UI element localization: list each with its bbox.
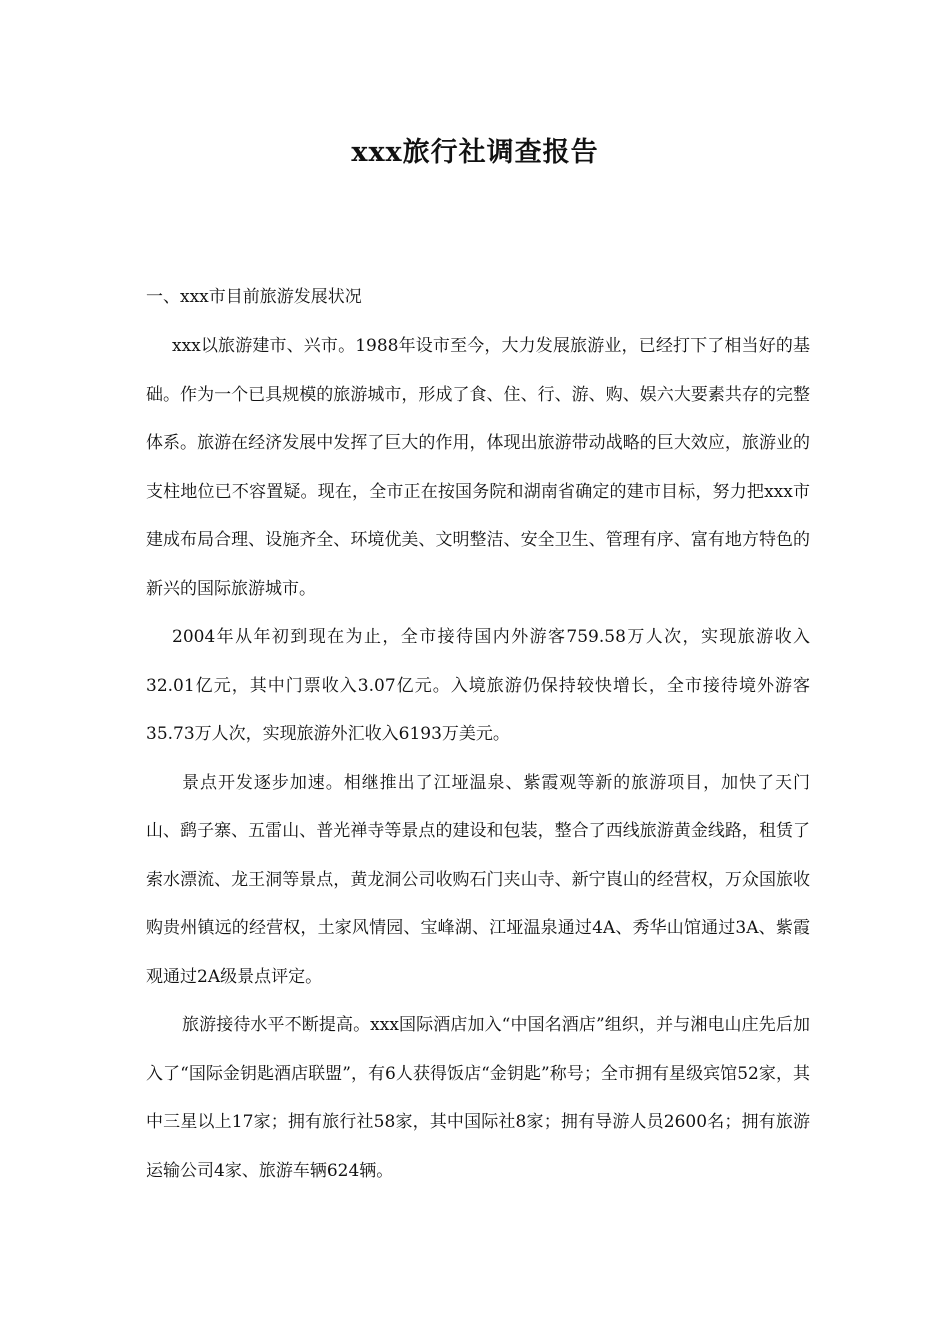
paragraph-reception-capacity: 旅游接待水平不断提高。xxx国际酒店加入“中国名酒店”组织，并与湘电山庄先后加入了“国际金钥匙酒店联盟”，有6人获得饭店“金钥匙”称号；全市拥有星级宾馆52家，其中三星以上17家；拥有旅行社58家，其中国际社8家；拥有导游人员2600名；拥有旅游运输公司4家、旅游车辆624辆。 — [146, 1015, 810, 1181]
section-heading: 一、xxx市目前旅游发展状况 — [146, 287, 362, 307]
document-body — [146, 282, 810, 1195]
document-title: xxx旅行社调查报告 — [351, 137, 599, 168]
paragraph-scenic-development: 景点开发逐步加速。相继推出了江垭温泉、紫霞观等新的旅游项目，加快了天门山、鹞子寨、五雷山、普光禅寺等景点的建设和包装，整合了西线旅游黄金线路，租赁了索水漂流、龙王洞等景点，黄龙洞公司收购石门夹山寺、新宁崀山的经营权，万众国旅收购贵州镇远的经营权，土家风情园、宝峰湖、江垭温泉通过4A、秀华山馆通过3A、紫霞观通过2A级景点评定。 — [146, 772, 810, 987]
paragraph-overview: xxx以旅游建市、兴市。1988年设市至今，大力发展旅游业，已经打下了相当好的基础。作为一个已具规模的旅游城市，形成了食、住、行、游、购、娱六大要素共存的完整体系。旅游在经济发展中发挥了巨大的作用，体现出旅游带动战略的巨大效应，旅游业的支柱地位已不容置疑。现在，全市正在按国务院和湖南省确定的建市目标，努力把xxx市建成布局合理、设施齐全、环境优美、文明整洁、安全卫生、管理有序、富有地方特色的新兴的国际旅游城市。 — [146, 336, 810, 599]
paragraph-statistics: 2004年从年初到现在为止，全市接待国内外游客759.58万人次，实现旅游收入32.01亿元，其中门票收入3.07亿元。入境旅游仍保持较快增长，全市接待境外游客35.73万人次，实现旅游外汇收入6193万美元。 — [146, 627, 810, 744]
